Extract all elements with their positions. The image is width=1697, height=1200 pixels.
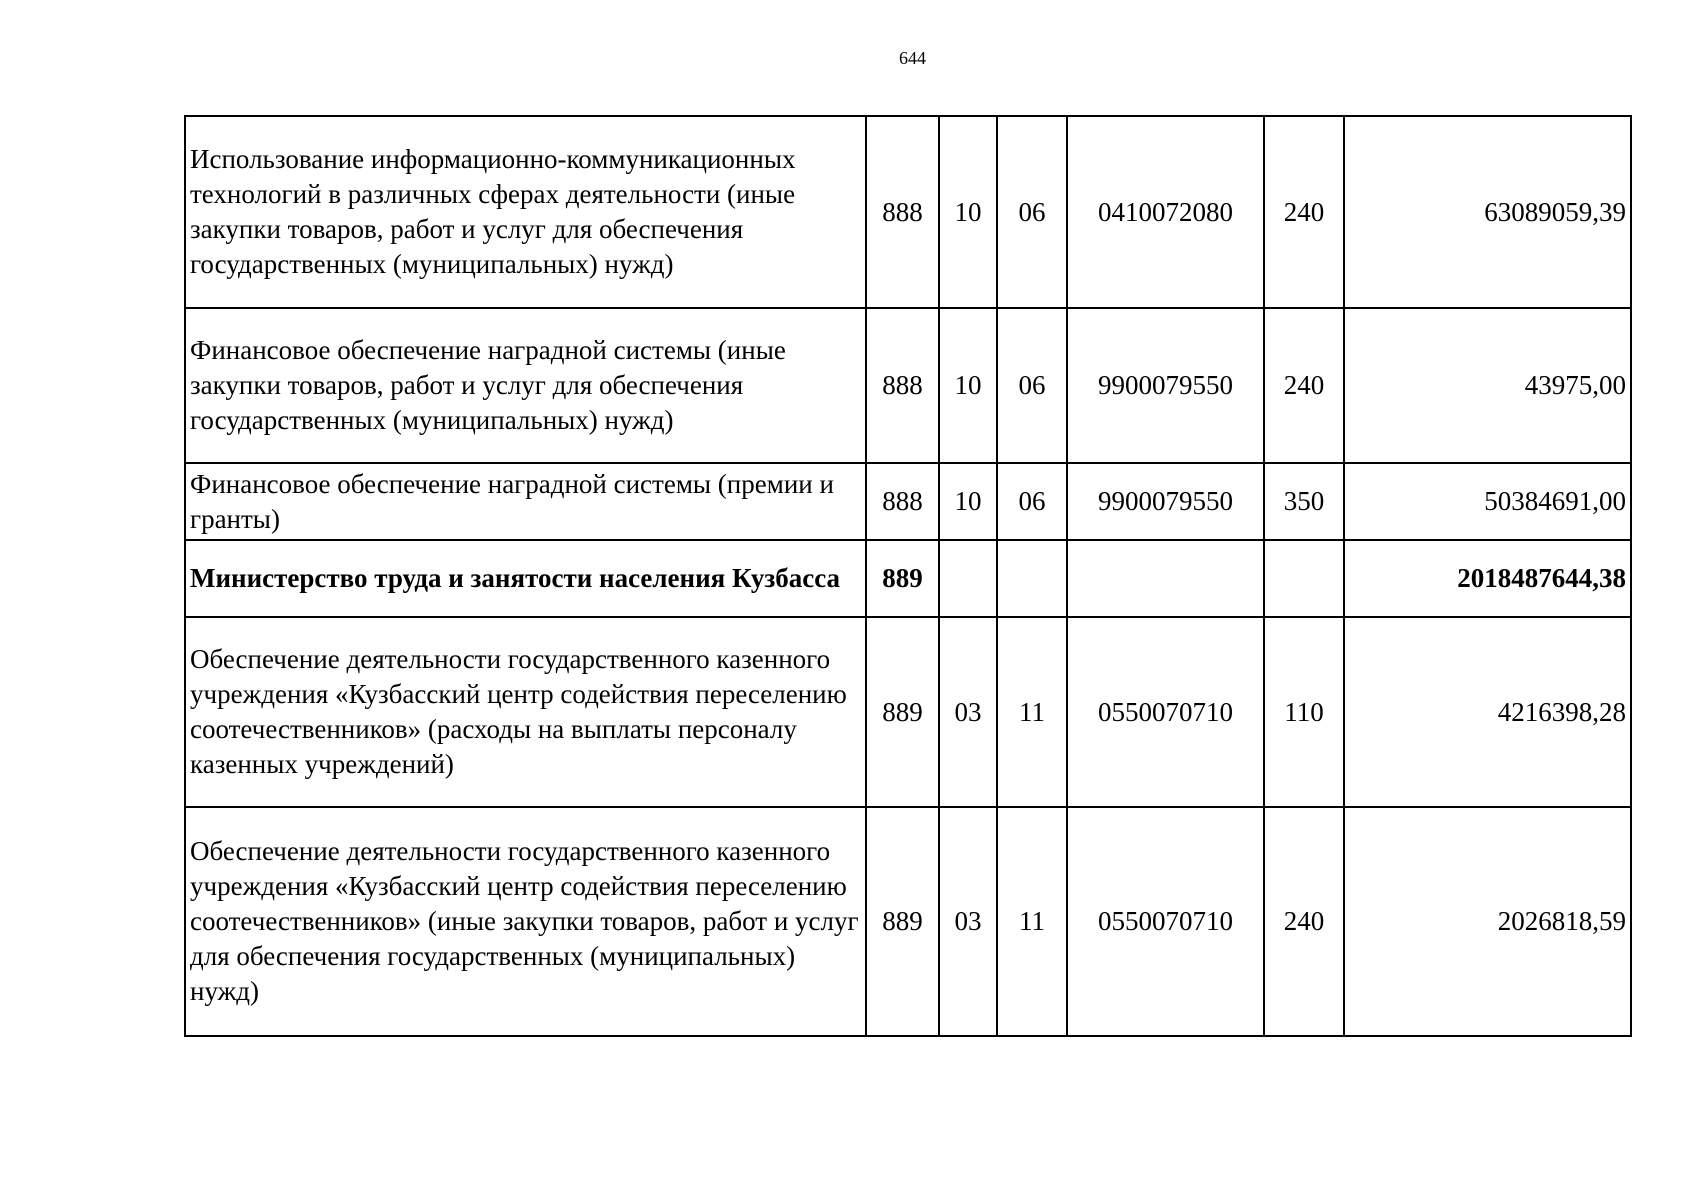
subsection-code: 11 [997, 617, 1067, 807]
subsection-code: 06 [997, 308, 1067, 463]
expense-type-code: 240 [1264, 308, 1344, 463]
target-article-code: 0550070710 [1067, 617, 1264, 807]
subsection-code [997, 540, 1067, 617]
subsection-code: 06 [997, 116, 1067, 308]
ministry-code: 888 [866, 308, 939, 463]
subsection-code: 06 [997, 463, 1067, 540]
row-description: Использование информационно-коммуникационных технологий в различных сферах деятельности (иные закупки товаров, работ и услуг для обеспечения государственных (муниципальных) нужд) [185, 116, 866, 308]
expense-type-code [1264, 540, 1344, 617]
amount-value: 2026818,59 [1344, 807, 1631, 1036]
table-row [185, 807, 1631, 1036]
target-article-code: 9900079550 [1067, 463, 1264, 540]
table-row-ministry-total [185, 540, 1631, 617]
row-description: Обеспечение деятельности государственного казенного учреждения «Кузбасский центр содействия переселению соотечественников» (иные закупки товаров, работ и услуг для обеспечения государственных (муниципальных) нужд) [185, 807, 866, 1036]
amount-value: 50384691,00 [1344, 463, 1631, 540]
section-code: 03 [939, 807, 997, 1036]
ministry-code: 889 [866, 617, 939, 807]
table-row [185, 463, 1631, 540]
budget-table [184, 115, 1632, 1037]
target-article-code: 0410072080 [1067, 116, 1264, 308]
amount-value: 4216398,28 [1344, 617, 1631, 807]
row-description: Финансовое обеспечение наградной системы (иные закупки товаров, работ и услуг для обеспечения государственных (муниципальных) нужд) [185, 308, 866, 463]
table-row [185, 116, 1631, 308]
table-row [185, 308, 1631, 463]
expense-type-code: 240 [1264, 116, 1344, 308]
section-code: 03 [939, 617, 997, 807]
ministry-code: 888 [866, 463, 939, 540]
ministry-total-amount: 2018487644,38 [1344, 540, 1631, 617]
row-description: Финансовое обеспечение наградной системы (премии и гранты) [185, 463, 866, 540]
ministry-title: Министерство труда и занятости населения Кузбасса [185, 540, 866, 617]
target-article-code [1067, 540, 1264, 617]
subsection-code: 11 [997, 807, 1067, 1036]
row-description: Обеспечение деятельности государственного казенного учреждения «Кузбасский центр содействия переселению соотечественников» (расходы на выплаты персоналу казенных учреждений) [185, 617, 866, 807]
ministry-code: 889 [866, 540, 939, 617]
target-article-code: 9900079550 [1067, 308, 1264, 463]
expense-type-code: 240 [1264, 807, 1344, 1036]
target-article-code: 0550070710 [1067, 807, 1264, 1036]
ministry-code: 889 [866, 807, 939, 1036]
section-code: 10 [939, 308, 997, 463]
table-row [185, 617, 1631, 807]
expense-type-code: 110 [1264, 617, 1344, 807]
amount-value: 63089059,39 [1344, 116, 1631, 308]
expense-type-code: 350 [1264, 463, 1344, 540]
section-code [939, 540, 997, 617]
section-code: 10 [939, 463, 997, 540]
ministry-code: 888 [866, 116, 939, 308]
section-code: 10 [939, 116, 997, 308]
page-number: 644 [899, 48, 926, 68]
amount-value: 43975,00 [1344, 308, 1631, 463]
